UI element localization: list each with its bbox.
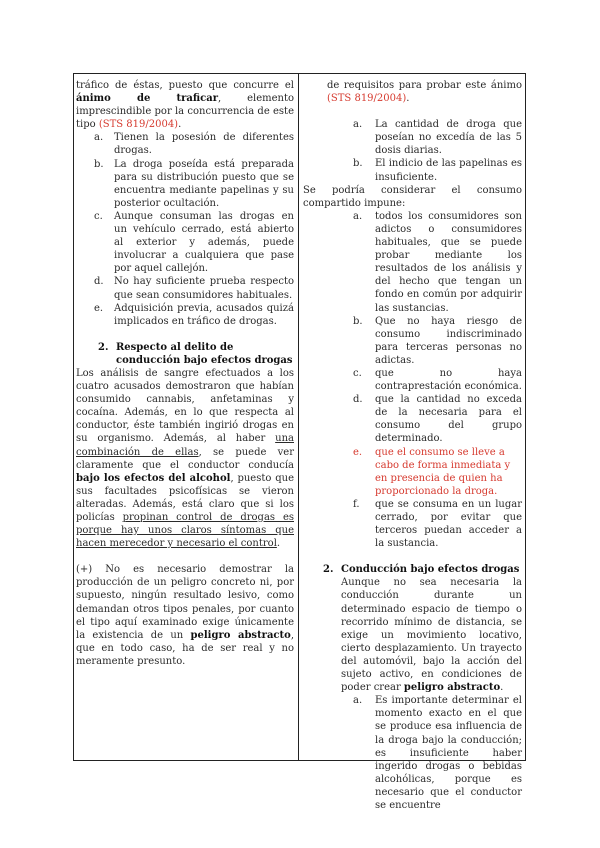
list-item: b. El indicio de las papelinas es insuficiente. xyxy=(353,158,522,183)
list-item: a. todos los consumidores son adictos o consumidores habituales, que se puede probar mediante los resultados de los análisis y del hecho que tengan un fondo en común por adquirir las sustancias. xyxy=(353,210,522,314)
list-item: b. Que no haya riesgo de consumo indiscriminado para terceras personas no adictas. xyxy=(353,315,522,366)
left-paragraph-peligro: (+) No es necesario demostrar la producción de un peligro concreto ni, por supuesto, ningún resultado lesivo, como demandan otros tipos penales, por cuanto el tipo aquí examinado exige únicamente la existencia de un peligro abstracto, que en todo caso, ha de ser real y no meramente presunto. xyxy=(76,564,294,667)
citation: (STS 819/2004) xyxy=(98,119,179,131)
left-column xyxy=(76,79,294,668)
left-section-heading: 2. Respecto al delito de conducción bajo efectos drogas xyxy=(98,341,293,366)
list-item: f. que se consuma en un lugar cerrado, por evitar que terceros puedan acceder a la sustancia. xyxy=(353,498,522,550)
right-intro-paragraph: de requisitos para probar este ánimo (STS 819/2004). xyxy=(327,80,522,105)
left-paragraph-analisis: Los análisis de sangre efectuados a los cuatro acusados demostraron que habían consumido cannabis, anfetaminas y cocaína. Además, en lo que respecta al conductor, éste también ingirió drogas en su organismo. Además, al haber una combinación de ellas, se puede ver claramente que el conductor conducía bajo los efectos del alcohol, puesto que sus facultades psicofísicas se vieron alteradas. Además, está claro que si los policías propinan control de drogas es porque hay unos claros síntomas que hacen merecedor y necesario el control. xyxy=(76,367,295,550)
right-section-heading: 2. Conducción bajo efectos drogas xyxy=(323,564,520,576)
list-item: a. Es importante determinar el momento exacto en el que se produce esa influencia de la droga bajo la conducción; es insuficiente haber ingerido drogas o bebidas alcohólicas, porque es necesario que el conductor se encuentre xyxy=(353,695,522,811)
citation: (STS 819/2004) xyxy=(327,93,407,105)
list-item: e. Adquisición previa, acusados quizá implicados en tráfico de drogas. xyxy=(94,302,294,327)
right-paragraph-consumo: Se podría considerar el consumo compartido impune: xyxy=(303,184,522,209)
right-list-animo xyxy=(303,118,522,183)
list-item: c. que no haya contraprestación económica. xyxy=(353,367,522,393)
list-item: d. que la cantidad no exceda de la necesaria para el consumo del grupo determinado. xyxy=(353,394,522,445)
list-item: a. Tienen la posesión de diferentes drogas. xyxy=(94,132,294,157)
right-list-consumo xyxy=(303,210,522,550)
list-item-highlight: e. que el consumo se lleve a cabo de forma inmediata y en presencia de quien ha proporcionado la droga. xyxy=(353,446,511,497)
list-item: d. No hay suficiente prueba respecto que sean consumidores habituales. xyxy=(94,276,294,301)
column-divider xyxy=(298,73,299,761)
list-item: a. La cantidad de droga que poseían no excedía de las 5 dosis diarias. xyxy=(353,119,522,157)
left-intro-paragraph: tráfico de éstas, puesto que concurre el ánimo de traficar, elemento imprescindible por la concurrencia de este tipo (STS 819/2004). xyxy=(76,80,294,131)
right-column xyxy=(303,79,522,812)
left-list-indicios xyxy=(76,131,294,327)
right-paragraph-conduccion: Aunque no sea necesaria la conducción durante un determinado espacio de tiempo o recorrido mínimo de distancia, se exige un movimiento locativo, cierto desplazamiento. Un trayecto del automóvil, bajo la acción del sujeto activo, en condiciones de poder crear peligro abstracto. xyxy=(341,577,522,694)
list-item: c. Aunque consuman las drogas en un vehículo cerrado, está abierto al exterior y además, puede involucrar a cualquiera que pase por aquel callejón. xyxy=(94,210,294,275)
list-item: b. La droga poseída está preparada para su distribución puesto que se encuentra mediante papelinas y su posterior ocultación. xyxy=(94,158,294,209)
right-list-conduccion xyxy=(303,694,522,812)
